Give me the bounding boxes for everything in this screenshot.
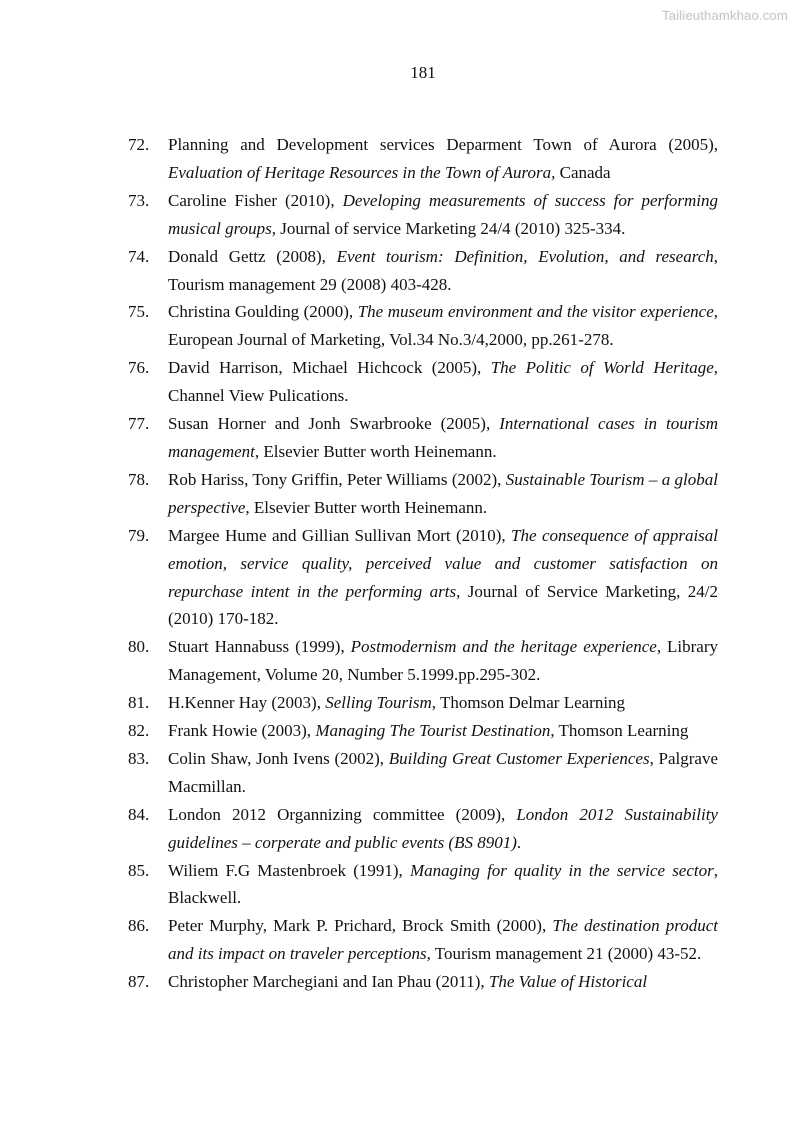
reference-title-segment: Sustainable Tourism – a global perspective bbox=[168, 469, 718, 517]
reference-plain-segment: H.Kenner Hay (2003), bbox=[168, 693, 326, 713]
reference-title-segment: Postmodernism and the heritage experience bbox=[350, 637, 657, 657]
reference-plain-segment: Rob Hariss, Tony Griffin, Peter Williams (2002), bbox=[168, 469, 506, 489]
reference-plain-segment: , Journal of service Marketing 24/4 (2010) 325-334. bbox=[271, 218, 626, 238]
reference-plain-segment: , Library Management, Volume 20, Number 5.1999.pp.295-302. bbox=[168, 637, 718, 685]
reference-text bbox=[168, 247, 718, 294]
reference-title-segment: The Value of Historical bbox=[488, 972, 648, 992]
reference-title-segment: Selling Tourism bbox=[325, 693, 432, 713]
reference-item bbox=[128, 801, 718, 857]
reference-title-segment: Managing The Tourist Destination bbox=[315, 721, 551, 741]
reference-text bbox=[168, 470, 718, 517]
reference-plain-segment: Caroline Fisher (2010), bbox=[168, 190, 343, 210]
reference-number: 85. bbox=[128, 860, 150, 880]
reference-title-segment: International cases in tourism management bbox=[168, 414, 718, 461]
reference-item bbox=[128, 243, 718, 299]
reference-plain-segment: , Palgrave Macmillan. bbox=[168, 748, 719, 796]
reference-plain-segment: Christina Goulding (2000), bbox=[168, 302, 358, 322]
reference-text bbox=[168, 637, 718, 684]
reference-number: 83. bbox=[128, 748, 150, 768]
reference-number: 75. bbox=[128, 302, 150, 322]
reference-item bbox=[128, 466, 718, 522]
reference-item bbox=[128, 633, 718, 689]
reference-plain-segment: , Blackwell. bbox=[168, 860, 718, 908]
reference-title-segment: Developing measurements of success for performing musical groups bbox=[168, 190, 718, 238]
reference-plain-segment: Colin Shaw, Jonh Ivens (2002), bbox=[168, 748, 389, 768]
reference-item bbox=[128, 354, 718, 410]
reference-item bbox=[128, 522, 718, 634]
reference-title-segment: The consequence of appraisal emotion, service quality, perceived value and customer satisfaction on repurchase intent in the performing arts bbox=[168, 525, 719, 601]
reference-title-segment: Building Great Customer Experiences bbox=[388, 748, 650, 768]
reference-item bbox=[128, 131, 718, 187]
reference-text bbox=[168, 861, 718, 908]
reference-text bbox=[168, 916, 718, 963]
reference-text bbox=[168, 191, 718, 238]
reference-plain-segment: London 2012 Organnizing committee (2009), bbox=[168, 804, 517, 824]
reference-number: 87. bbox=[128, 972, 150, 992]
reference-title-segment: Evaluation of Heritage Resources in the Town of Aurora, bbox=[168, 162, 556, 182]
reference-number: 82. bbox=[128, 721, 150, 741]
reference-title-segment: Event tourism: Definition, Evolution, and research bbox=[336, 246, 714, 266]
reference-item bbox=[128, 187, 718, 243]
reference-text bbox=[168, 414, 718, 461]
reference-plain-segment: , Elsevier Butter worth Heinemann. bbox=[245, 497, 488, 517]
reference-text bbox=[168, 693, 625, 712]
reference-number: 84. bbox=[128, 804, 150, 824]
reference-plain-segment: Susan Horner and Jonh Swarbrooke (2005), bbox=[168, 414, 500, 434]
reference-item bbox=[128, 912, 718, 968]
reference-item bbox=[128, 717, 718, 745]
reference-number: 74. bbox=[128, 246, 150, 266]
reference-plain-segment: , Elsevier Butter worth Heinemann. bbox=[254, 441, 497, 461]
reference-text bbox=[168, 302, 718, 349]
reference-item bbox=[128, 689, 718, 717]
reference-plain-segment: , Thomson Learning bbox=[550, 721, 689, 741]
reference-plain-segment: Frank Howie (2003), bbox=[168, 721, 316, 741]
reference-plain-segment: Stuart Hannabuss (1999), bbox=[168, 637, 351, 657]
reference-item bbox=[128, 410, 718, 466]
reference-plain-segment: Peter Murphy, Mark P. Prichard, Brock Smith (2000), bbox=[168, 916, 553, 936]
reference-text bbox=[168, 135, 718, 182]
reference-title-segment: The destination product and its impact on traveler perceptions bbox=[168, 916, 719, 964]
reference-number: 76. bbox=[128, 358, 150, 378]
reference-title-segment: London 2012 Sustainability guidelines – corperate and public events (BS 8901) bbox=[168, 804, 718, 852]
reference-number: 72. bbox=[128, 135, 150, 154]
reference-number: 81. bbox=[128, 693, 150, 713]
reference-number: 86. bbox=[128, 916, 150, 936]
reference-plain-segment: , Journal of Service Marketing, 24/2 (2010) 170-182. bbox=[168, 581, 718, 629]
reference-plain-segment: Donald Gettz (2008), bbox=[168, 246, 337, 266]
page-number: 181 bbox=[410, 63, 436, 82]
reference-item bbox=[128, 968, 718, 996]
reference-number: 77. bbox=[128, 414, 150, 434]
reference-plain-segment: Wiliem F.G Mastenbroek (1991), bbox=[168, 860, 410, 880]
reference-number: 80. bbox=[128, 637, 150, 657]
reference-item bbox=[128, 745, 718, 801]
reference-plain-segment: Canada bbox=[555, 162, 611, 182]
reference-plain-segment: , European Journal of Marketing, Vol.34 No.3/4,2000, pp.261-278. bbox=[168, 302, 718, 350]
reference-plain-segment: Margee Hume and Gillian Sullivan Mort (2010), bbox=[168, 525, 512, 545]
reference-plain-segment: Planning and Development services Deparment Town of Aurora (2005), bbox=[168, 135, 718, 154]
watermark: Tailieuthamkhao.com bbox=[662, 8, 788, 23]
reference-text bbox=[168, 721, 688, 740]
reference-number: 79. bbox=[128, 525, 150, 545]
reference-plain-segment: , Tourism management 29 (2008) 403-428. bbox=[168, 246, 719, 294]
reference-plain-segment: , Channel View Pulications. bbox=[168, 358, 719, 406]
reference-plain-segment: , Tourism management 21 (2000) 43-52. bbox=[426, 944, 702, 964]
reference-text bbox=[168, 526, 718, 629]
reference-text bbox=[168, 805, 718, 852]
reference-number: 73. bbox=[128, 190, 150, 210]
reference-title-segment: The Politic of World Heritage bbox=[490, 358, 714, 378]
reference-title-segment: The museum environment and the visitor experience bbox=[357, 302, 714, 322]
reference-list bbox=[128, 131, 718, 996]
reference-number: 78. bbox=[128, 469, 150, 489]
reference-text bbox=[168, 749, 718, 796]
reference-title-segment: Managing for quality in the service sector bbox=[410, 860, 714, 880]
reference-plain-segment: David Harrison, Michael Hichcock (2005), bbox=[168, 358, 491, 378]
reference-text bbox=[168, 972, 647, 991]
reference-text bbox=[168, 358, 718, 405]
reference-plain-segment: Christopher Marchegiani and Ian Phau (2011), bbox=[168, 972, 489, 992]
reference-item bbox=[128, 298, 718, 354]
reference-item bbox=[128, 857, 718, 913]
reference-plain-segment: , Thomson Delmar Learning bbox=[431, 693, 626, 713]
reference-plain-segment: . bbox=[516, 832, 522, 852]
